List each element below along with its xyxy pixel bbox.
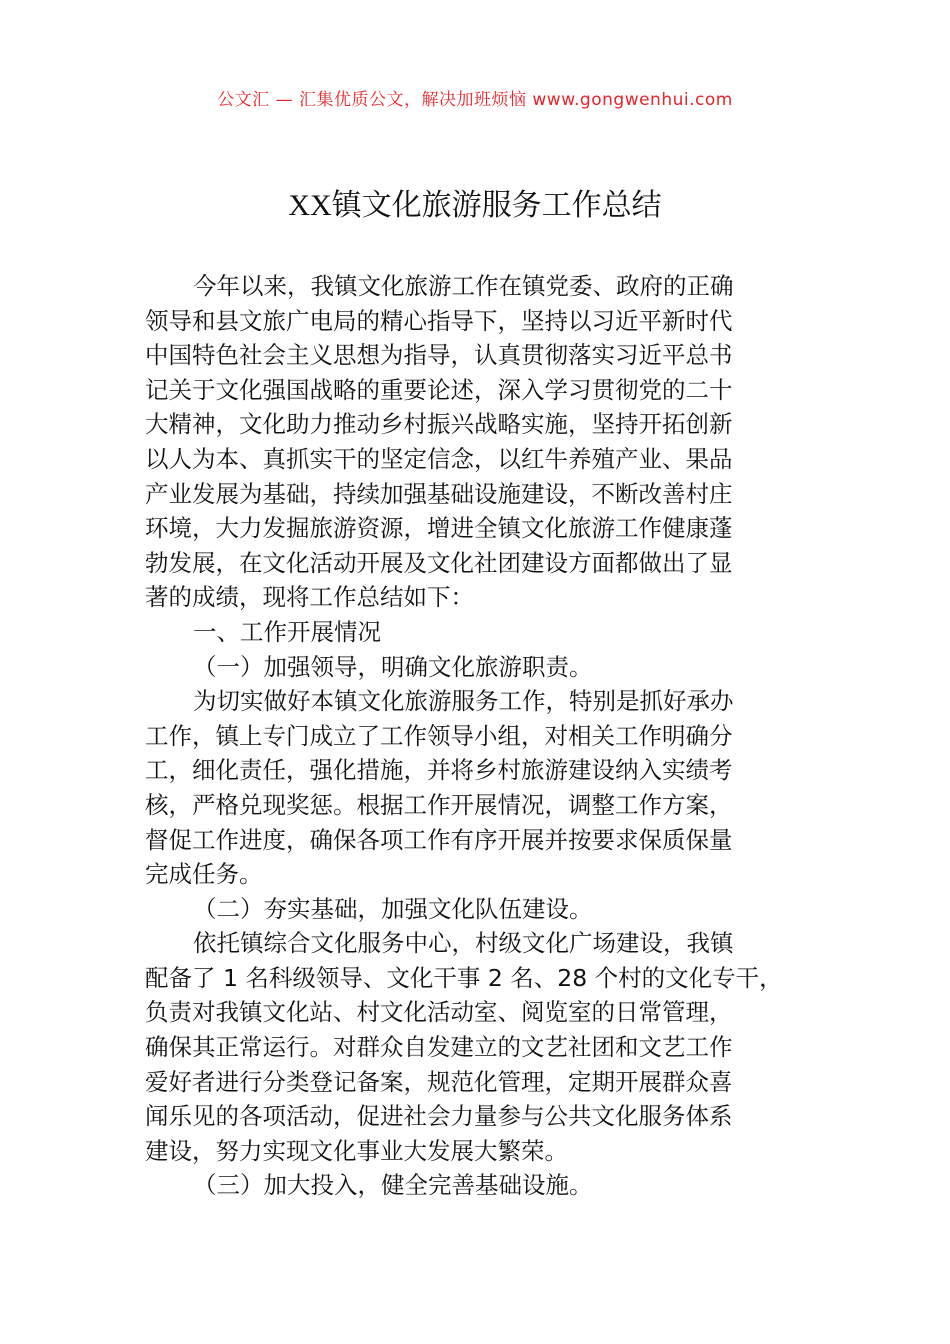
paragraph-line: 依托镇综合文化服务中心，村级文化广场建设，我镇 — [193, 929, 734, 958]
paragraph-line: 大精神，文化助力推动乡村振兴战略实施，坚持开拓创新 — [145, 410, 733, 439]
paragraph-line: 核，严格兑现奖惩。根据工作开展情况，调整工作方案， — [145, 790, 733, 819]
paragraph-line: 以人为本、真抓实干的坚定信念，以红牛养殖产业、果品 — [145, 444, 733, 473]
paragraph-line: 产业发展为基础，持续加强基础设施建设，不断改善村庄 — [145, 479, 733, 508]
paragraph-line: 闻乐见的各项活动，促进社会力量参与公共文化服务体系 — [145, 1102, 733, 1131]
title-text: 镇文化旅游服务工作总结 — [331, 188, 662, 223]
subsection-heading: （三）加大投入，健全完善基础设施。 — [193, 1171, 593, 1200]
document-title — [0, 180, 950, 224]
paragraph-line: 领导和县文旅广电局的精心指导下，坚持以习近平新时代 — [145, 306, 733, 335]
paragraph-line: 著的成绩，现将工作总结如下： — [145, 583, 474, 612]
subsection-heading: （二）夯实基础，加强文化队伍建设。 — [193, 894, 593, 923]
paragraph-line: 负责对我镇文化站、村文化活动室、阅览室的日常管理， — [145, 998, 733, 1027]
paragraph-line: 勃发展，在文化活动开展及文化社团建设方面都做出了显 — [145, 548, 733, 577]
subsection-heading: （一）加强领导，明确文化旅游职责。 — [193, 652, 593, 681]
paragraph-line: 完成任务。 — [145, 860, 263, 889]
section-heading: 一、工作开展情况 — [193, 617, 381, 646]
paragraph-line: 为切实做好本镇文化旅游服务工作，特别是抓好承办 — [193, 687, 734, 716]
title-prefix: XX — [288, 189, 332, 222]
paragraph-line: 工作，镇上专门成立了工作领导小组，对相关工作明确分 — [145, 721, 733, 750]
paragraph-line: 配备了 1 名科级领导、文化干事 2 名、28 个村的文化专干， — [145, 963, 783, 992]
paragraph-line: 工，细化责任，强化措施，并将乡村旅游建设纳入实绩考 — [145, 756, 733, 785]
paragraph-line: 中国特色社会主义思想为指导，认真贯彻落实习近平总书 — [145, 341, 733, 370]
paragraph-line: 环境，大力发掘旅游资源，增进全镇文化旅游工作健康蓬 — [145, 514, 733, 543]
paragraph-line: 建设，努力实现文化事业大发展大繁荣。 — [145, 1136, 568, 1165]
paragraph-line: 督促工作进度，确保各项工作有序开展并按要求保质保量 — [145, 825, 733, 854]
paragraph-line: 爱好者进行分类登记备案，规范化管理，定期开展群众喜 — [145, 1067, 733, 1096]
paragraph-line: 今年以来，我镇文化旅游工作在镇党委、政府的正确 — [193, 272, 734, 300]
document-body — [145, 269, 810, 1203]
paragraph-line: 记关于文化强国战略的重要论述，深入学习贯彻党的二十 — [145, 375, 733, 404]
header-banner: 公文汇 — 汇集优质公文，解决加班烦恼 www.gongwenhui.com — [217, 90, 733, 110]
paragraph-line: 确保其正常运行。对群众自发建立的文艺社团和文艺工作 — [145, 1033, 733, 1062]
